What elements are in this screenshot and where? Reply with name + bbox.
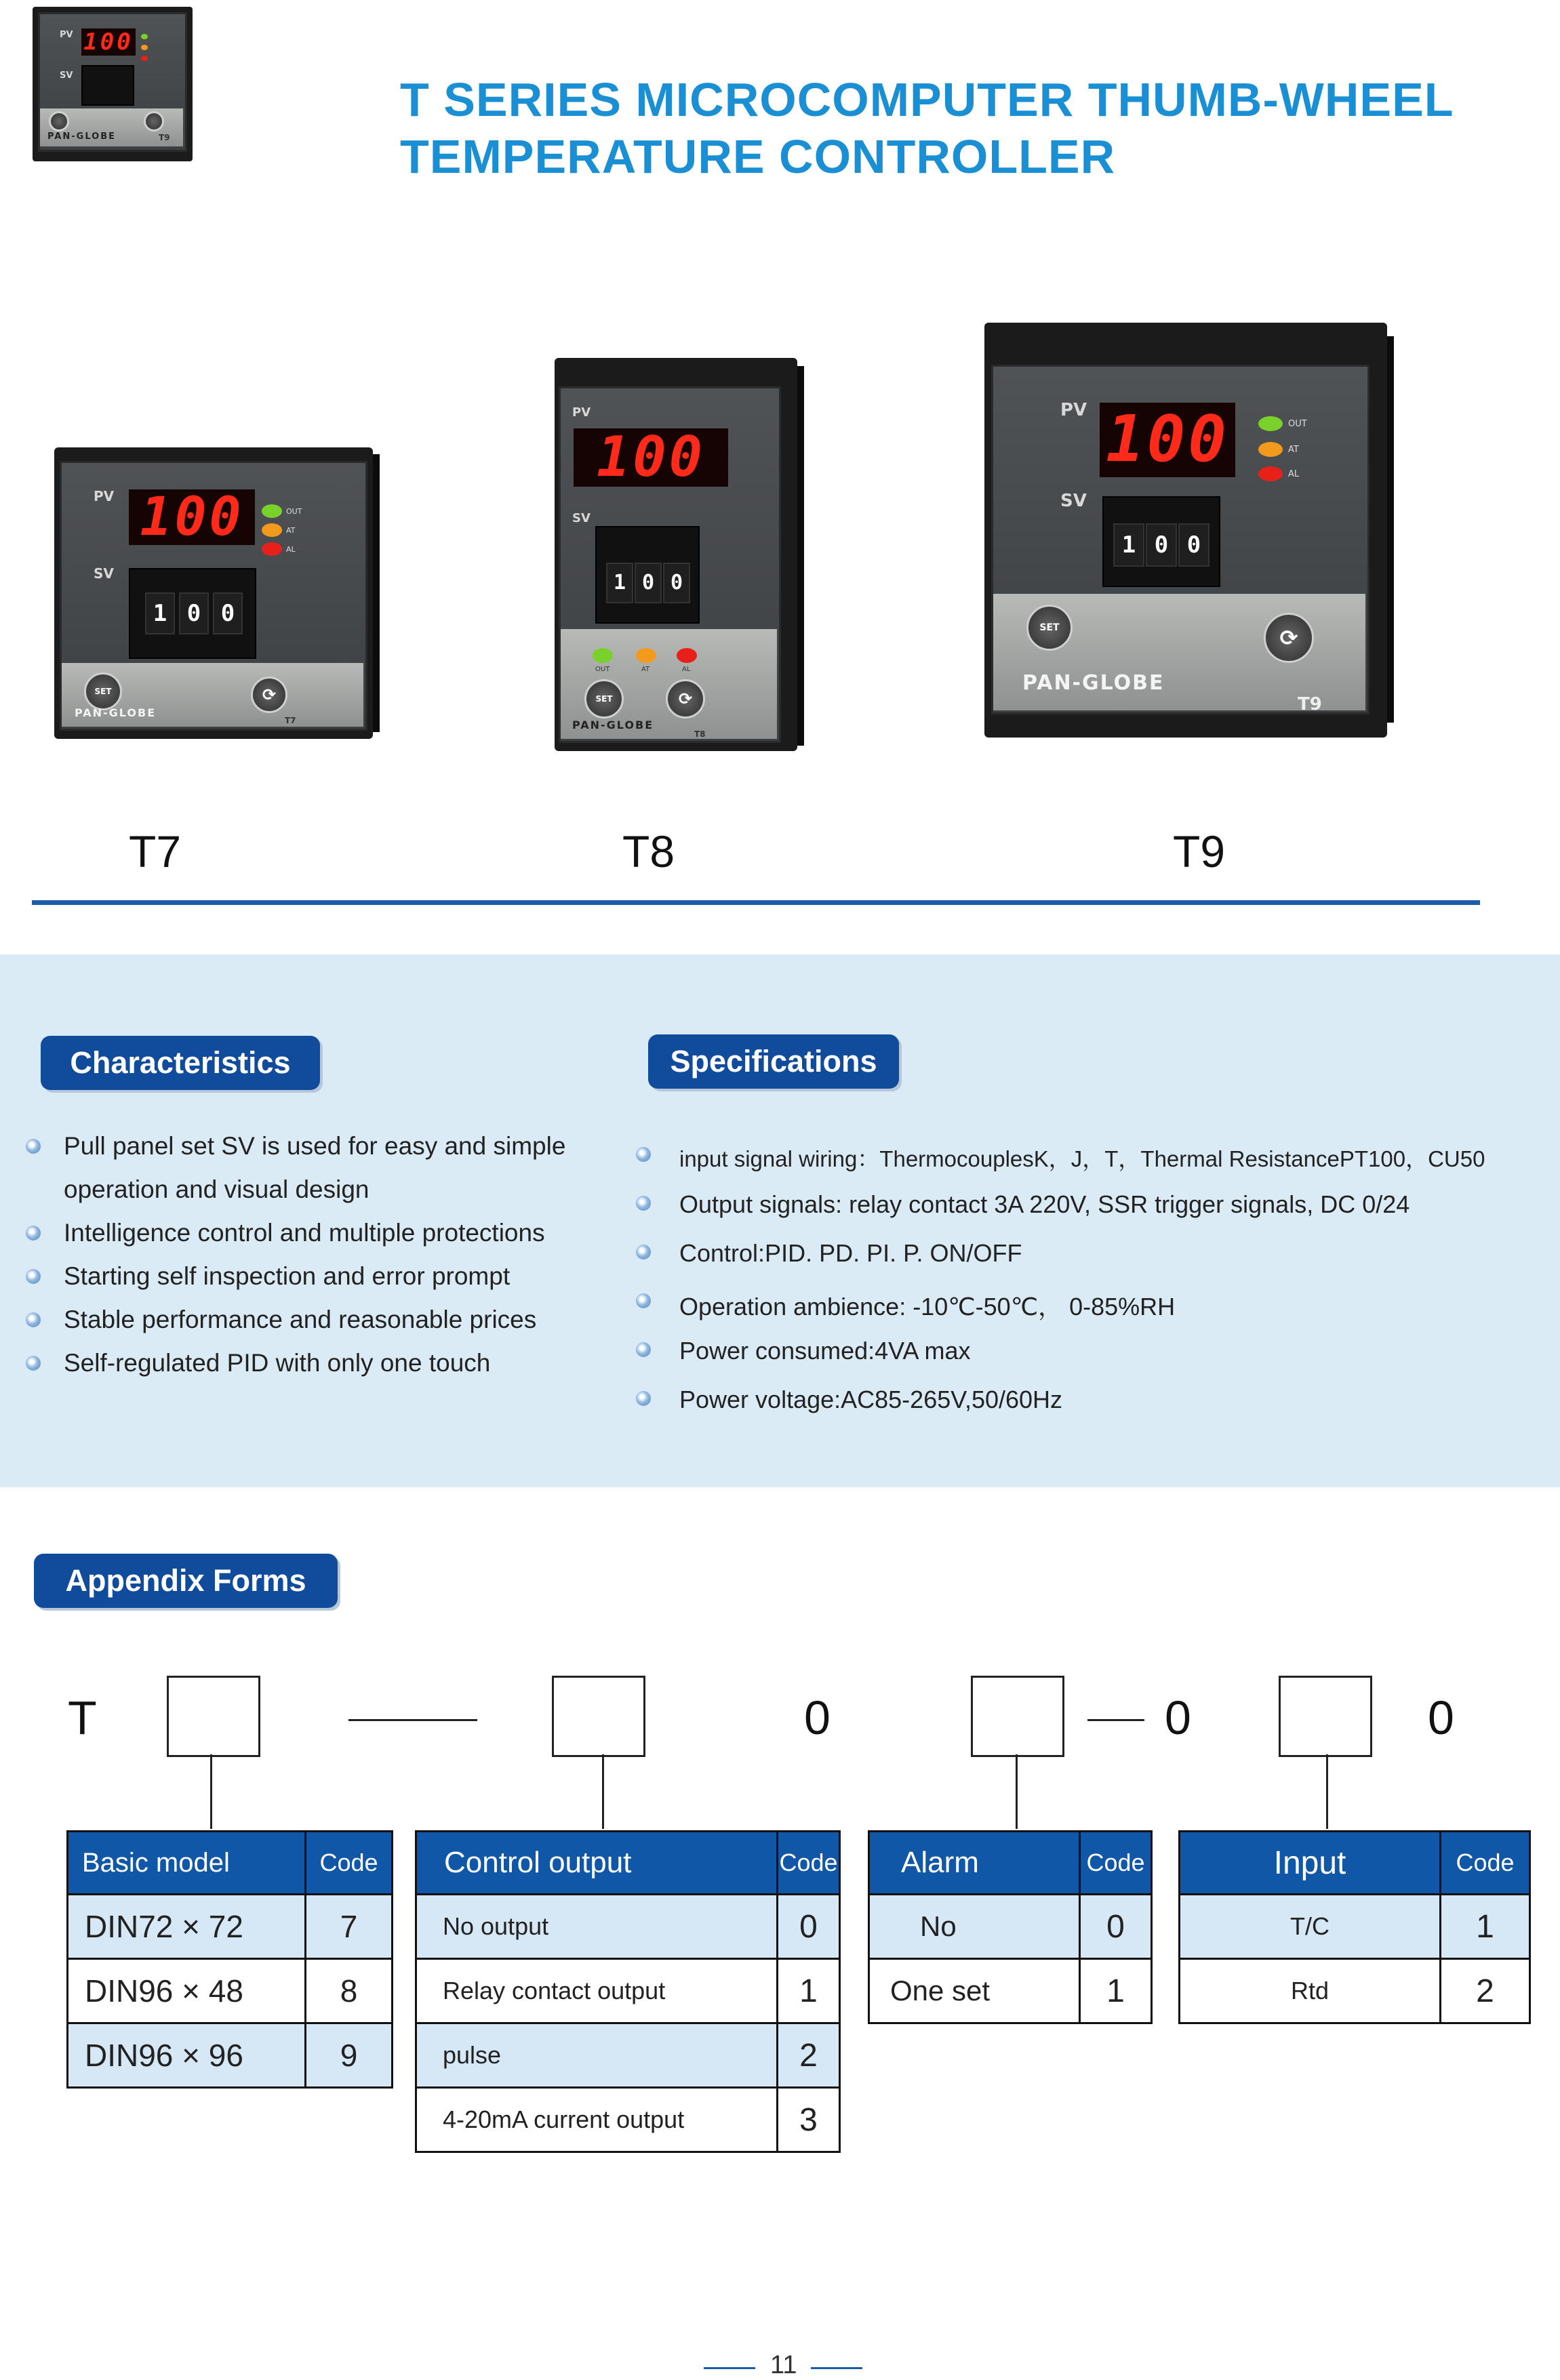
bullet-icon bbox=[26, 1312, 41, 1327]
section-divider bbox=[32, 900, 1480, 905]
table-row: No output 0 bbox=[416, 1895, 840, 1959]
t7-thumbwheels bbox=[129, 568, 256, 659]
connector-line bbox=[210, 1754, 212, 1829]
t7-led-al-label: AL bbox=[286, 545, 296, 554]
characteristics-item: Starting self inspection and error prompt bbox=[26, 1262, 636, 1306]
bullet-icon bbox=[26, 1269, 41, 1284]
specifications-list bbox=[636, 1142, 1551, 1434]
table-header: Input bbox=[1180, 1832, 1441, 1895]
characteristics-list bbox=[26, 1132, 636, 1392]
t7-led-al bbox=[262, 542, 282, 556]
t9-led-out bbox=[1258, 416, 1283, 431]
characteristics-item-continuation: operation and visual design bbox=[64, 1175, 369, 1203]
t9-led-al-label: AL bbox=[1288, 469, 1300, 479]
t9-wheel-3: 0 bbox=[1178, 523, 1209, 567]
t7-sv-label: SV bbox=[94, 565, 114, 582]
t8-sv-label: SV bbox=[572, 511, 591, 525]
t9-wheel-2: 0 bbox=[1146, 523, 1177, 567]
model-label-t7: T7 bbox=[129, 826, 182, 876]
characteristics-heading: Characteristics bbox=[41, 1036, 320, 1090]
table-header: Alarm bbox=[869, 1832, 1080, 1895]
t9-display: 100 bbox=[1100, 403, 1235, 477]
table-header: Basic model bbox=[68, 1832, 306, 1895]
table-row: No 0 bbox=[869, 1895, 1152, 1959]
table-row: DIN72 × 72 7 bbox=[68, 1895, 393, 1959]
t9-cycle-button-icon: ⟳ bbox=[1264, 613, 1314, 663]
t9-sv-label: SV bbox=[1060, 491, 1087, 511]
code-dash bbox=[1087, 1719, 1144, 1721]
alarm-table bbox=[868, 1830, 1153, 2024]
thumb-cycle-button-icon bbox=[144, 111, 164, 132]
page-number-line bbox=[811, 2367, 862, 2369]
t7-pv-label: PV bbox=[94, 488, 115, 504]
table-row: Rtd 2 bbox=[1180, 1959, 1530, 2023]
t8-wheel-1: 1 bbox=[606, 563, 633, 603]
table-row: DIN96 × 48 8 bbox=[68, 1959, 393, 2023]
t7-led-out bbox=[262, 504, 282, 518]
t7-cycle-button-icon: ⟳ bbox=[251, 677, 287, 713]
bullet-icon bbox=[636, 1391, 651, 1406]
thumb-brand: PAN-GLOBE bbox=[47, 132, 117, 142]
specifications-heading: Specifications bbox=[648, 1034, 899, 1089]
t9-device-image bbox=[984, 323, 1394, 742]
t8-cycle-button-icon: ⟳ bbox=[666, 679, 705, 719]
connector-line bbox=[1326, 1754, 1328, 1829]
characteristics-item: Stable performance and reasonable prices bbox=[26, 1306, 636, 1349]
table-row: T/C 1 bbox=[1180, 1895, 1530, 1959]
thumb-thumbwheels bbox=[81, 65, 134, 106]
code-box-alarm bbox=[971, 1676, 1064, 1757]
basic-model-table bbox=[66, 1830, 393, 2089]
appendix-heading: Appendix Forms bbox=[34, 1554, 338, 1608]
characteristics-item: Self-regulated PID with only one touch bbox=[26, 1349, 636, 1392]
t7-led-out-label: OUT bbox=[286, 507, 302, 516]
t8-set-button-icon: SET bbox=[584, 679, 624, 719]
control-output-table bbox=[415, 1830, 841, 2153]
thumb-display: 100 bbox=[81, 28, 136, 56]
table-row: Relay contact output 1 bbox=[416, 1959, 840, 2023]
t7-display: 100 bbox=[129, 489, 255, 545]
t8-model: T8 bbox=[694, 729, 706, 739]
specifications-item: Power consumed:4VA max bbox=[636, 1337, 1551, 1386]
t9-led-al bbox=[1258, 466, 1283, 481]
table-header-code: Code bbox=[306, 1832, 393, 1895]
t9-led-at-label: AT bbox=[1288, 445, 1299, 455]
bullet-icon bbox=[636, 1245, 651, 1259]
t9-model: T9 bbox=[1298, 694, 1322, 714]
thumb-led-at bbox=[141, 45, 148, 50]
specifications-item: Operation ambience: -10℃-50℃， 0-85%RH bbox=[636, 1288, 1551, 1337]
table-header-code: Code bbox=[1441, 1832, 1530, 1895]
code-box-control-output bbox=[552, 1676, 645, 1757]
table-row: DIN96 × 96 9 bbox=[68, 2023, 393, 2088]
code-zero-2: 0 bbox=[1165, 1691, 1191, 1744]
thumb-led-out bbox=[141, 34, 148, 39]
characteristics-item: Intelligence control and multiple protections bbox=[26, 1219, 636, 1262]
characteristics-item: Pull panel set SV is used for easy and simple bbox=[26, 1132, 636, 1175]
table-row: pulse 2 bbox=[416, 2023, 840, 2088]
bullet-icon bbox=[636, 1196, 651, 1211]
code-zero-3: 0 bbox=[1428, 1691, 1454, 1744]
specifications-item: Control:PID. PD. PI. P. ON/OFF bbox=[636, 1239, 1551, 1288]
code-box-input bbox=[1279, 1676, 1372, 1757]
t9-thumbwheels bbox=[1102, 496, 1220, 587]
t8-led-at-label: AT bbox=[641, 666, 650, 673]
t8-led-at bbox=[636, 648, 656, 663]
bullet-icon bbox=[636, 1293, 651, 1308]
t7-set-button-icon: SET bbox=[84, 672, 122, 710]
page-title bbox=[400, 71, 1553, 185]
t8-display: 100 bbox=[574, 428, 728, 487]
table-header-code: Code bbox=[1080, 1832, 1152, 1895]
model-label-t8: T8 bbox=[622, 826, 675, 876]
input-table bbox=[1178, 1830, 1531, 2024]
t9-led-at bbox=[1258, 442, 1283, 457]
bullet-icon bbox=[636, 1147, 651, 1162]
t8-thumbwheels bbox=[595, 526, 700, 624]
t7-model: T7 bbox=[285, 716, 296, 725]
thumb-set-button-icon bbox=[49, 111, 69, 132]
t8-wheel-2: 0 bbox=[635, 563, 662, 603]
bullet-icon bbox=[636, 1342, 651, 1357]
code-dash bbox=[348, 1719, 477, 1721]
t8-led-out-label: OUT bbox=[595, 666, 610, 673]
specifications-item: Power voltage:AC85-265V,50/60Hz bbox=[636, 1386, 1551, 1434]
t8-wheel-3: 0 bbox=[663, 563, 690, 603]
connector-line bbox=[1016, 1754, 1018, 1829]
table-header-code: Code bbox=[778, 1832, 840, 1895]
specifications-item: input signal wiring：ThermocouplesK，J，T，Thermal ResistancePT100，CU50 bbox=[636, 1142, 1551, 1190]
page-number-line bbox=[704, 2367, 755, 2369]
t9-led-out-label: OUT bbox=[1288, 419, 1307, 429]
t8-led-al bbox=[677, 648, 697, 663]
thumb-sv-label: SV bbox=[60, 70, 73, 81]
t8-device-image bbox=[555, 358, 805, 757]
title-line-2: TEMPERATURE CONTROLLER bbox=[400, 130, 1116, 183]
table-header: Control output bbox=[416, 1832, 778, 1895]
t7-wheel-2: 0 bbox=[179, 592, 209, 634]
bullet-icon bbox=[26, 1226, 41, 1241]
thumb-pv-label: PV bbox=[60, 30, 73, 40]
t7-led-at bbox=[262, 523, 282, 537]
t8-led-al-label: AL bbox=[682, 666, 691, 673]
code-box-basic-model bbox=[167, 1676, 260, 1757]
title-line-1: T SERIES MICROCOMPUTER THUMB-WHEEL bbox=[400, 73, 1454, 126]
model-label-t9: T9 bbox=[1173, 826, 1226, 876]
t9-brand: PAN-GLOBE bbox=[1022, 671, 1165, 695]
t8-led-out bbox=[593, 648, 613, 663]
specifications-item: Output signals: relay contact 3A 220V, SSR trigger signals, DC 0/24 bbox=[636, 1190, 1551, 1239]
code-zero-1: 0 bbox=[804, 1691, 831, 1744]
t7-brand: PAN-GLOBE bbox=[75, 706, 157, 719]
t7-device-image bbox=[54, 447, 378, 746]
bullet-icon bbox=[26, 1356, 41, 1371]
thumbnail-device-image bbox=[33, 7, 193, 161]
t9-wheel-1: 1 bbox=[1113, 523, 1144, 567]
t7-wheel-3: 0 bbox=[213, 592, 243, 634]
t9-set-button-icon: SET bbox=[1026, 605, 1073, 651]
t7-led-at-label: AT bbox=[286, 526, 296, 535]
connector-line bbox=[602, 1754, 604, 1829]
table-row: 4-20mA current output 3 bbox=[416, 2088, 840, 2152]
thumb-led-al bbox=[141, 56, 148, 61]
t7-wheel-1: 1 bbox=[145, 592, 175, 634]
page-number: 11 bbox=[770, 2351, 797, 2379]
bullet-icon bbox=[26, 1139, 41, 1154]
t8-pv-label: PV bbox=[572, 405, 591, 420]
table-row: One set 1 bbox=[869, 1959, 1152, 2023]
code-prefix: T bbox=[68, 1691, 97, 1744]
thumb-model: T9 bbox=[159, 133, 170, 142]
t9-pv-label: PV bbox=[1060, 400, 1087, 420]
t8-brand: PAN-GLOBE bbox=[572, 719, 654, 731]
